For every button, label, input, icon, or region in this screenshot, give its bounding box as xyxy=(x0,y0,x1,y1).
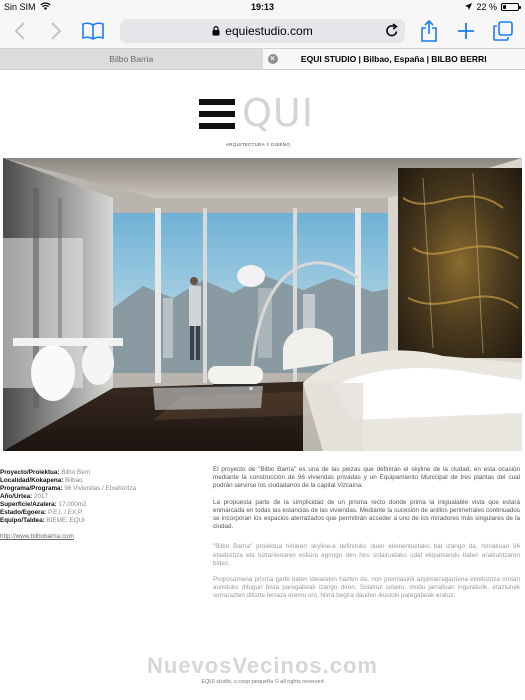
battery-icon xyxy=(501,3,519,11)
hero-image xyxy=(3,158,522,451)
info-label: Estado/Egoera: xyxy=(0,509,47,516)
tab-equi-studio[interactable] xyxy=(263,49,525,69)
watermark: NuevosVecinos.com xyxy=(147,653,378,678)
forward-icon[interactable] xyxy=(44,19,68,43)
tab-title: Bilbo Barria xyxy=(109,54,154,64)
info-value: P.E.I. / EX.P. xyxy=(47,509,84,516)
info-label: Localidad/Kokapena: xyxy=(0,477,64,484)
info-label: Superficie/Azalera: xyxy=(0,501,57,508)
url-text: equiestudio.com xyxy=(225,24,313,38)
tab-title: EQUI STUDIO | Bilbao, España | BILBO BERRI xyxy=(300,54,487,64)
info-value: BIEME, EQUI xyxy=(46,517,85,524)
battery-percent: 22 % xyxy=(476,2,497,12)
project-website-link[interactable]: http://www.bilbobarria.com xyxy=(0,533,74,540)
info-label: Equipo/Taldea: xyxy=(0,517,45,524)
info-value: 17.000m2 xyxy=(58,501,87,508)
info-label: Programa/Programa: xyxy=(0,485,63,492)
info-value: 96 Viviendas / Etxebizitza xyxy=(64,485,137,492)
info-row xyxy=(0,469,200,477)
new-tab-icon[interactable] xyxy=(454,19,478,43)
logo-wordmark: QUI xyxy=(242,91,314,135)
info-row xyxy=(0,501,200,509)
info-row xyxy=(0,477,200,485)
description-eu-1: "Bilbo Barria" proiektua hiriaren skyline-a definituko duen elementuetako bat izango da, honakoan 96 etxebizitza eta biztanleriaren eskura egongo den hiru solairuetako udal ekipamendu baten eraikuntzaren bidez. xyxy=(213,543,520,567)
battery-level xyxy=(503,5,506,9)
share-icon[interactable] xyxy=(417,19,441,43)
info-label: Año/Urtea: xyxy=(0,493,33,500)
equi-logo[interactable] xyxy=(198,91,328,155)
browser-toolbar xyxy=(0,14,525,48)
info-row xyxy=(0,517,200,525)
location-icon xyxy=(465,2,472,12)
status-bar xyxy=(0,0,525,14)
bookmarks-icon[interactable] xyxy=(81,19,105,43)
tabs-icon[interactable] xyxy=(491,19,515,43)
logo-tagline: ARQUITECTURA Y DISEÑO xyxy=(226,142,291,147)
info-row xyxy=(0,493,200,501)
info-value: Bilbao xyxy=(65,477,83,484)
description-eu-2: Proposamena prisma garbi baten ideiarekin hazten da, non premiasirik azpimarragarriena etxebizitza orotan aurkituko ditugun bista paregabeak izango diren. Solairuz solairu, modu jarraituan inguraturik, eraztunek sorrarazten dituzte terraza eremu oro, hiirra begira dauden ikustoki paregabeak eratuz. xyxy=(213,576,520,600)
info-label: Proyecto/Proiektua: xyxy=(0,469,60,476)
info-row xyxy=(0,485,200,493)
clock: 19:13 xyxy=(250,2,275,12)
info-row xyxy=(0,509,200,517)
lock-icon xyxy=(212,26,220,36)
info-value: Bilbo Berri xyxy=(61,469,91,476)
tab-bilbo-barria[interactable] xyxy=(0,49,263,69)
project-info xyxy=(0,469,200,525)
tab-strip xyxy=(0,48,525,70)
info-value: 2017 xyxy=(33,493,48,500)
carrier-label: Sin SIM xyxy=(4,2,36,12)
reload-icon[interactable] xyxy=(385,23,399,38)
footer-copyright: EQUI studio, s.coop pequeña © all rights reserved xyxy=(201,679,324,685)
back-icon[interactable] xyxy=(8,19,32,43)
project-description xyxy=(213,466,520,609)
logo-bars xyxy=(199,99,235,135)
description-es-2: La propuesta parte de la simplicidad de un prisma recto donde prima la inigualable vista que estará enmarcada en todas las estancias de las viviendas. Mediante la sucesión de anillos perimetrales continuados se incorporan los espacios aterrazados que permitirán acceder a uno de los miradores más singulares de la ciudad. xyxy=(213,498,520,531)
address-bar[interactable] xyxy=(120,19,405,43)
description-es-1: El proyecto de "Bilbo Barria" es una de las piezas que definirán el skyline de la ciudad, en esta ocasión mediante la construcción de 96 viviendas privadas y un Equipamiento Municipal de tres plantas del cual podrán servirse los ciudadanos de la capital Vizcaína. xyxy=(213,466,520,490)
close-tab-icon[interactable]: × xyxy=(268,54,278,64)
